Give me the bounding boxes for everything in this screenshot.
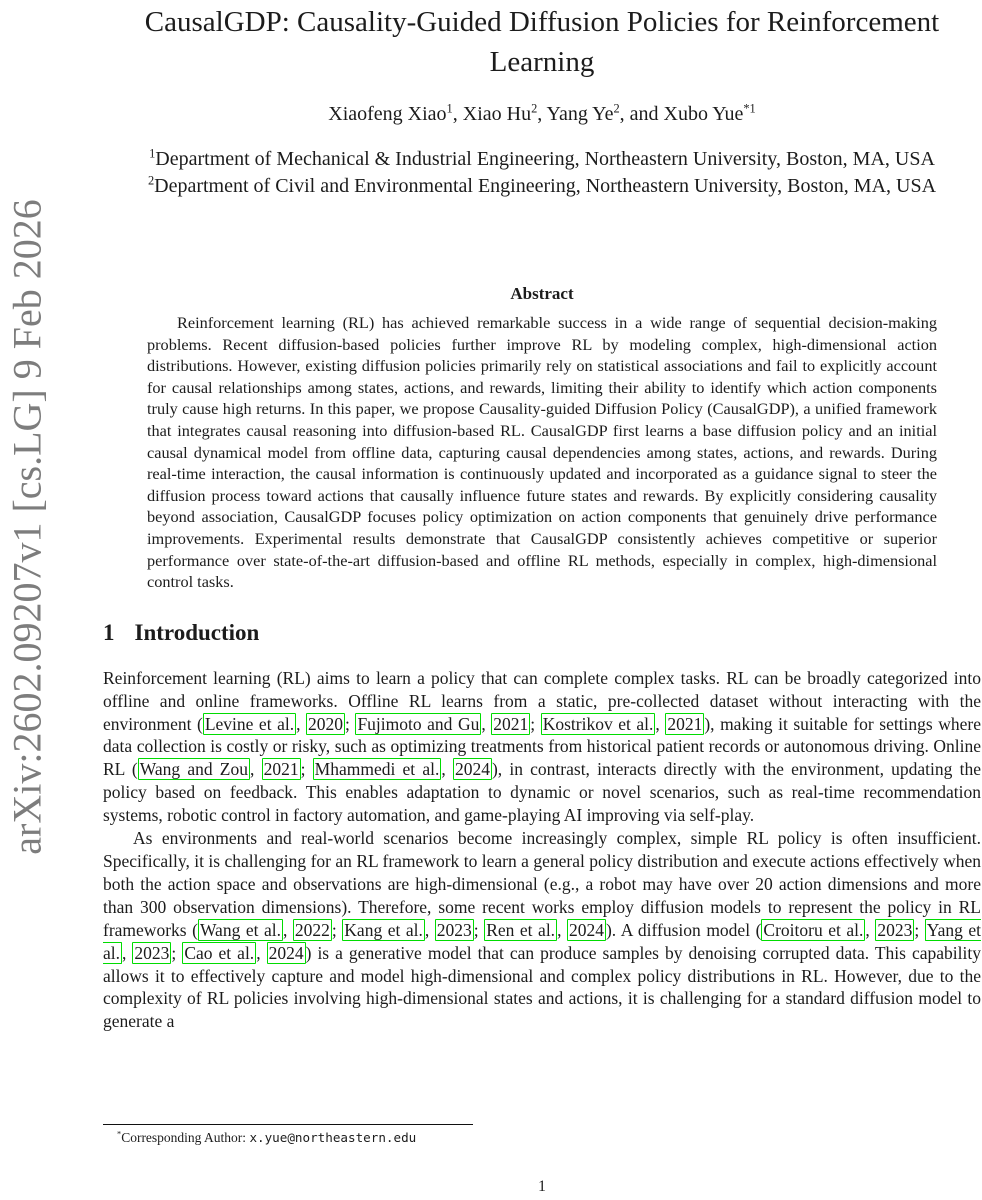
author-name: Xiao Hu: [462, 103, 532, 125]
citation-link[interactable]: Levine et al.: [204, 713, 295, 734]
citation-link[interactable]: Yang et al.: [103, 919, 982, 963]
author-line: [103, 102, 981, 127]
citation-link[interactable]: 2023: [134, 942, 170, 963]
footnote-rule: [103, 1124, 473, 1125]
citation-link[interactable]: 2024: [454, 759, 490, 780]
footnote-label: Corresponding Author:: [121, 1130, 250, 1145]
page-content: [103, 0, 981, 1033]
footnote-text: [103, 1129, 981, 1146]
citation-link[interactable]: 2022: [294, 919, 330, 940]
section-number: 1: [103, 619, 115, 645]
affiliation-mark: 2: [147, 173, 155, 188]
citation-link[interactable]: 2024: [568, 919, 604, 940]
affiliations-block: [103, 146, 981, 200]
author-affiliation-mark: 2: [531, 101, 538, 116]
paper-title: CausalGDP: Causality-Guided Diffusion Policies for Reinforcement Learning: [144, 6, 940, 78]
section-title: Introduction: [134, 619, 260, 645]
citation-link[interactable]: 2021: [667, 713, 703, 734]
affiliation-line: $^1$Department of Mechanical & Industrial Engineering, Northeastern University, Boston, MA, USA: [149, 146, 935, 170]
citation-link[interactable]: 2020: [308, 713, 344, 734]
citation-link[interactable]: 2023: [436, 919, 472, 940]
citation-link[interactable]: 2023: [877, 919, 913, 940]
author-affiliation-mark: *1: [743, 101, 756, 116]
page-number: 1: [538, 1178, 546, 1195]
abstract-text: Reinforcement learning (RL) has achieved remarkable success in a wide range of sequential decision-making problems. Recent diffusion-based policies further improve RL by modeling complex, high-dimensional action distributions. However, existing diffusion policies primarily rely on statistical associations and fail to explicitly account for causal relationships among states, actions, and rewards, limiting their ability to identify which action components truly cause high returns. In this paper, we propose Causality-guided Diffusion Policy (CausalGDP), a unified framework that integrates causal reasoning into diffusion-based RL. CausalGDP first learns a base diffusion policy and an initial causal dynamical model from offline data, capturing causal dependencies among states, actions, and rewards. During real-time interaction, the causal information is continuously updated and incorporated as a guidance signal to steer the diffusion process toward actions that causally influence future states and rewards. By explicitly considering causality beyond association, CausalGDP focuses policy optimization on action components that genuinely drive performance improvements. Experimental results demonstrate that CausalGDP consistently achieves competitive or superior performance over state-of-the-art diffusion-based and offline RL methods, especially in complex, high-dimensional control tasks.: [147, 313, 937, 592]
citation-link[interactable]: Kang et al.: [344, 919, 423, 940]
footnote-area: [103, 1124, 981, 1146]
abstract-heading: Abstract: [510, 284, 574, 303]
footnote-email[interactable]: x.yue@northeastern.edu: [249, 1130, 417, 1145]
author-name: Xiaofeng Xiao: [328, 103, 447, 125]
footnote-marker: *: [117, 1129, 122, 1139]
citation-link[interactable]: Cao et al.: [184, 942, 255, 963]
abstract-block: [147, 284, 937, 593]
intro-paragraph-2: As environments and real-world scenarios become increasingly complex, simple RL policy is often insufficient. Specifically, it is challenging for an RL framework to learn a general policy distribution and execute actions effectively when both the action space and observations are high-dimensional (e.g., a robot may have over 20 action dimensions and more than 300 observation dimensions). Therefore, some recent works employ diffusion models to represent the policy in RL frameworks ( Wang et al. , 2022 ; Kang et al. , 2023 ; Ren et al. , 2024 ). A diffusion model ( Croitoru et al. , 2023 ; Yang et al. , 2023 ; Cao et al. , 2024 ) is a generative model that can produce samples by denoising corrupted data. This capability allows it to effectively capture and model high-dimensional and complex policy distributions in RL. However, due to the complexity of RL policies involving high-dimensional states and actions, it is challenging for a standard diffusion model to generate a: [103, 828, 982, 1032]
section-heading-introduction: [103, 619, 981, 647]
citation-link[interactable]: Ren et al.: [486, 919, 556, 940]
citation-link[interactable]: Kostrikov et al.: [542, 713, 654, 734]
intro-paragraph-1: Reinforcement learning (RL) aims to learn a policy that can complete complex tasks. RL can be broadly categorized into offline and online frameworks. Offline RL learns from a static, pre-collected dataset without interacting with the environment ( Levine et al. , 2020 ; Fujimoto and Gu , 2021 ; Kostrikov et al. , 2021 ), making it suitable for settings where data collection is costly or risky, such as optimizing treatments from historical patient records or autonomous driving. Online RL ( Wang and Zou , 2021 ; Mhammedi et al. , 2024 ), in contrast, interacts directly with the environment, updating the policy based on feedback. This enables adaptation to dynamic or novel scenarios, such as real-time recommendation systems, robotic control in factory automation, and game-playing AI improving via self-play.: [103, 667, 982, 826]
author-separator: ,: [537, 103, 547, 125]
author-separator: ,: [452, 103, 463, 125]
citation-link[interactable]: Croitoru et al.: [763, 919, 864, 940]
author-name: Xubo Yue: [663, 103, 744, 125]
citation-link[interactable]: Wang and Zou: [139, 759, 248, 780]
affiliation-mark: 1: [149, 146, 156, 161]
citation-link[interactable]: 2021: [493, 713, 529, 734]
intro-paragraphs: [103, 667, 981, 1034]
author-separator: , and: [619, 103, 664, 125]
author-affiliation-mark: 2: [613, 101, 620, 116]
citation-link[interactable]: 2024: [268, 942, 304, 963]
author-name: Yang Ye: [546, 103, 614, 125]
arxiv-watermark: arXiv:2602.09207v1 [cs.LG] 9 Feb 2026: [4, 199, 50, 855]
author-affiliation-mark: 1: [446, 101, 453, 116]
citation-link[interactable]: Mhammedi et al.: [314, 759, 440, 780]
citation-link[interactable]: 2021: [263, 759, 299, 780]
affiliation-line: $^2$Department of Civil and Environmental Engineering, Northeastern University, Boston, MA, USA: [147, 173, 937, 197]
citation-link[interactable]: Fujimoto and Gu: [357, 713, 480, 734]
citation-link[interactable]: Wang et al.: [199, 919, 281, 940]
